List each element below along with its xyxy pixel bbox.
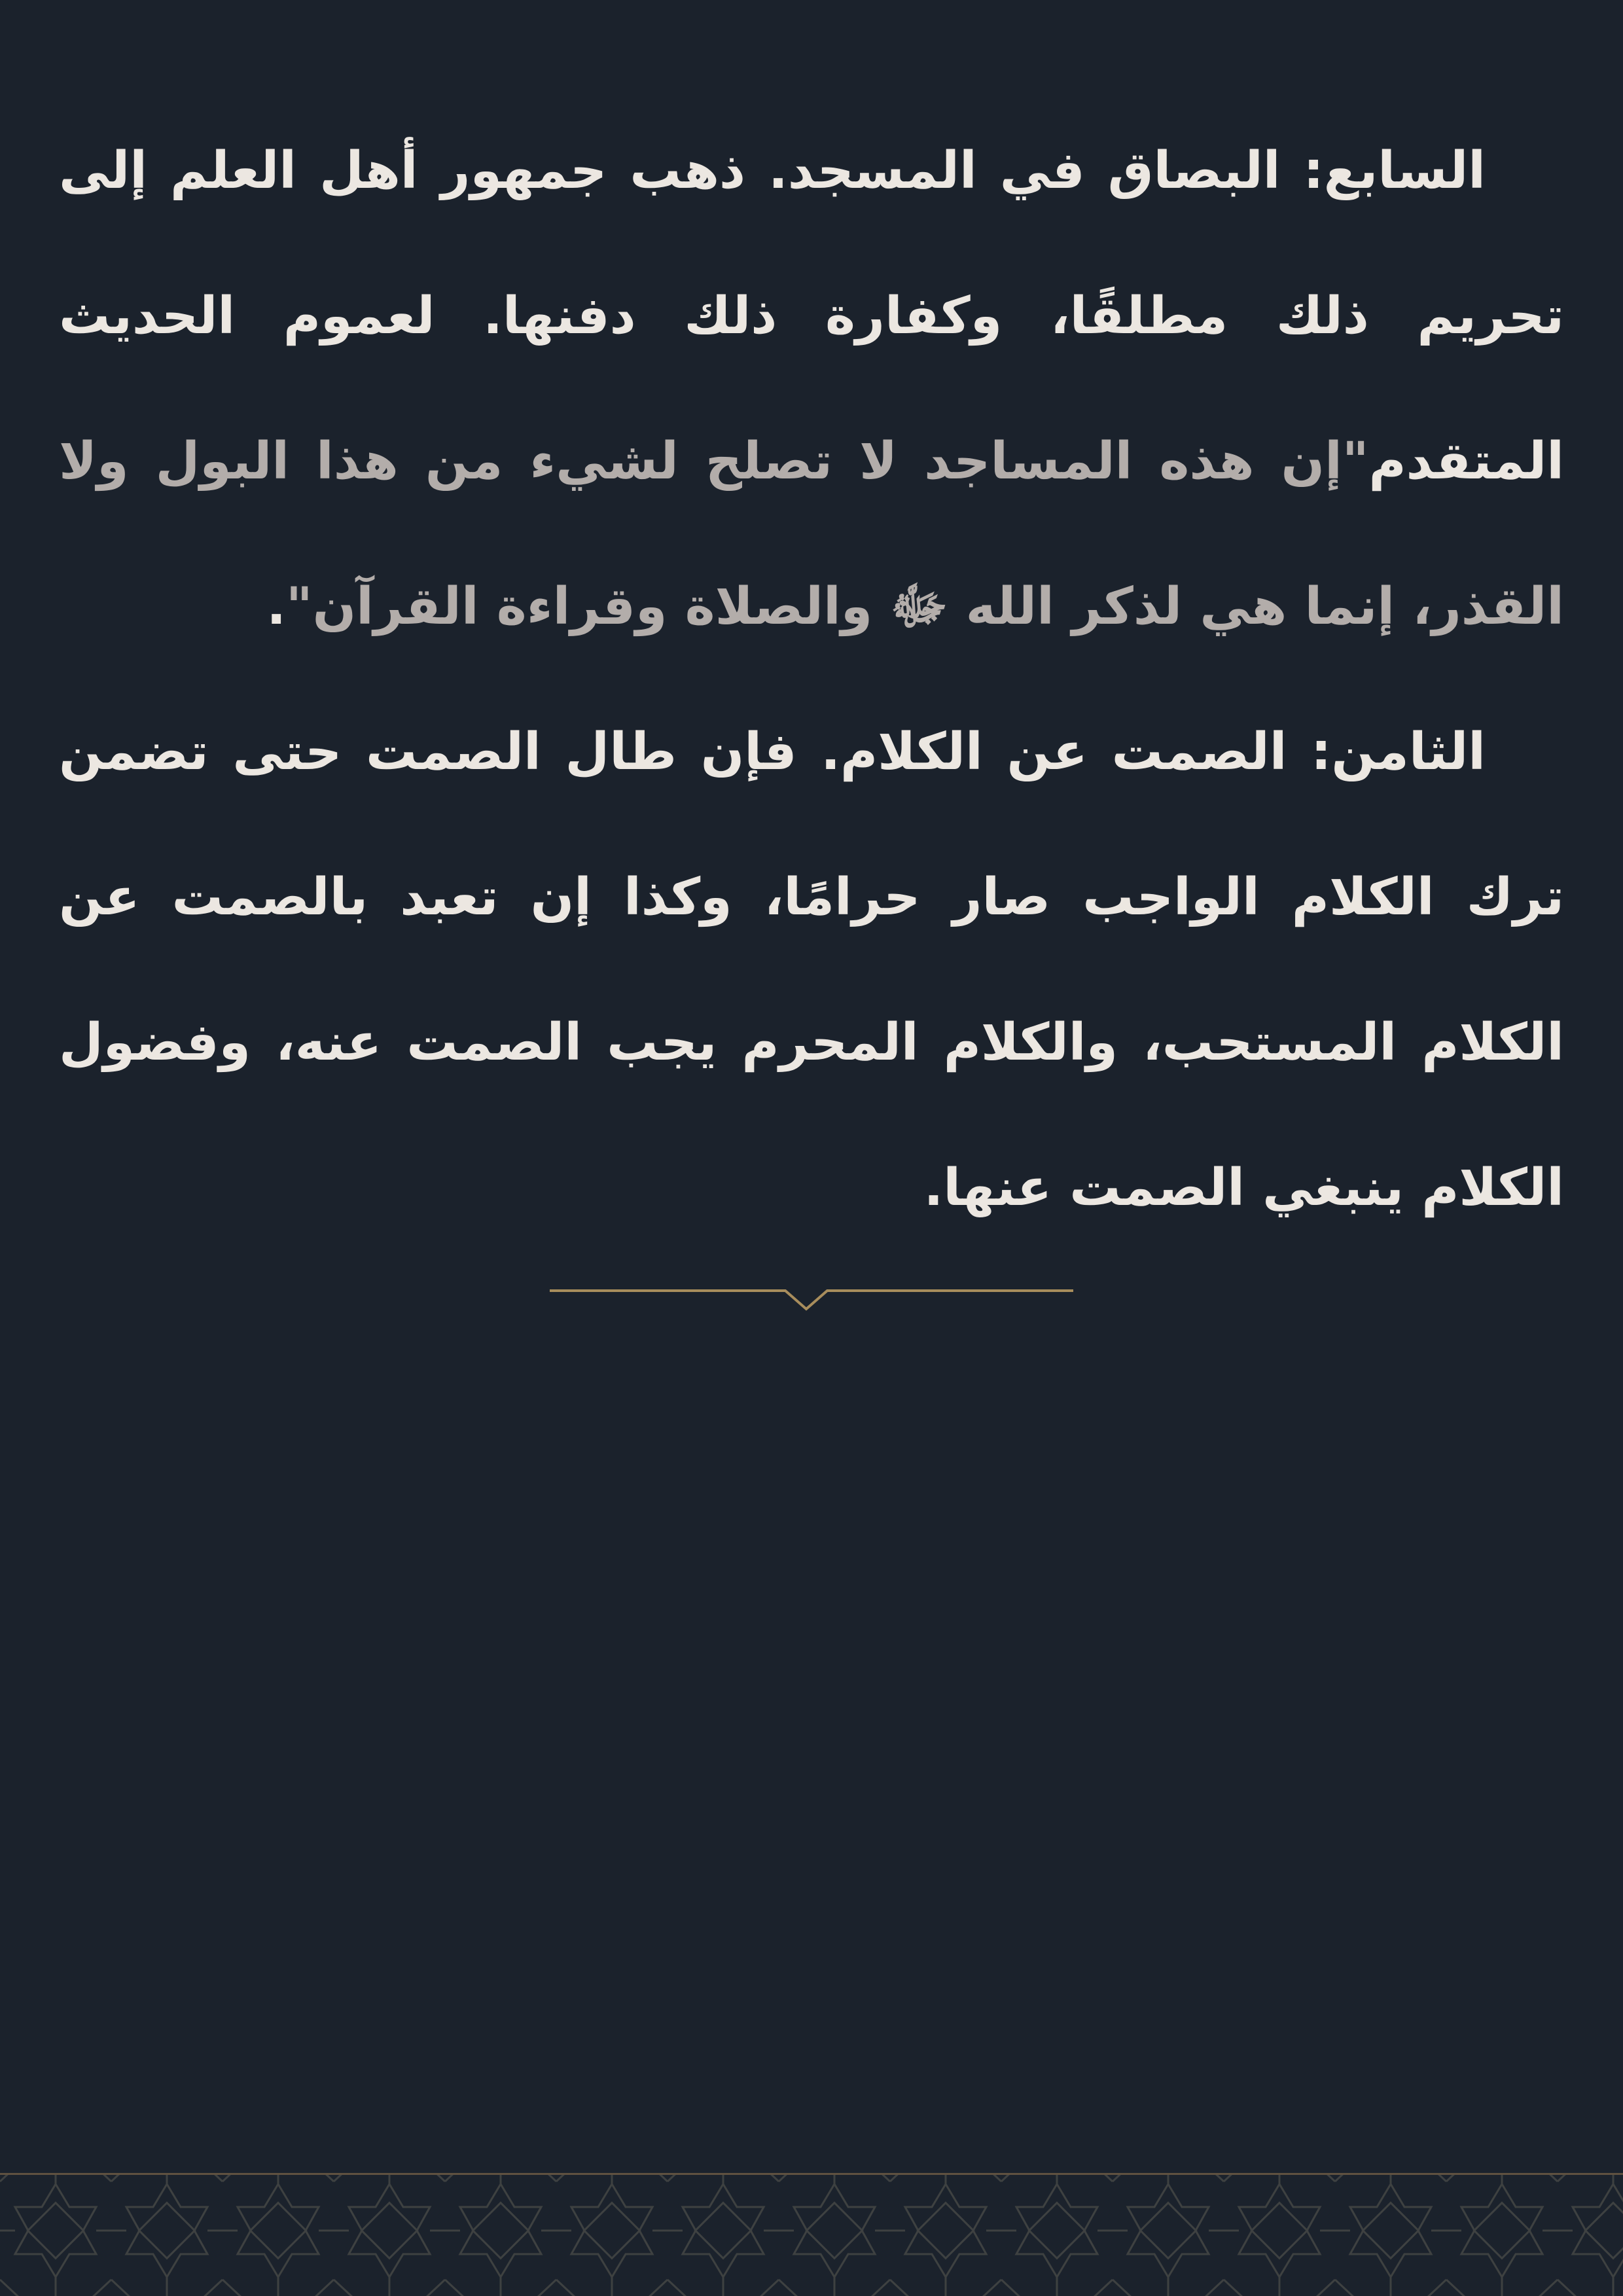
paragraph-eighth-text: الثامن: الصمت عن الكلام. فإن طال الصمت حتى تضمن ترك الكلام الواجب صار حرامًا، وكذا إن تعبد بالصمت عن الكلام المستحب، والكلام المحرم يجب الصمت عنه، وفضول الكلام ينبغي الصمت عنها. xyxy=(59,723,1564,1217)
paragraph-seventh-end: . xyxy=(266,577,286,636)
decorative-border xyxy=(0,2173,1623,2296)
paragraph-seventh-text: السابع: البصاق في المسجد. ذهب جمهور أهل العلم إلى تحريم ذلك مطلقًا، وكفارة ذلك دفنها. لعموم الحديث المتقدم xyxy=(59,141,1564,491)
text-body xyxy=(59,98,1564,1261)
divider-line xyxy=(550,1291,1073,1309)
paragraph-seventh xyxy=(59,98,1564,679)
geometric-pattern xyxy=(0,2175,1623,2296)
section-divider xyxy=(550,1283,1073,1316)
paragraph-eighth xyxy=(59,679,1564,1261)
hadith-quote: "إن هذه المساجد لا تصلح لشيء من هذا البول ولا القذر، إنما هي لذكر الله ﷻ والصلاة وقراءة القرآن" xyxy=(59,432,1564,636)
